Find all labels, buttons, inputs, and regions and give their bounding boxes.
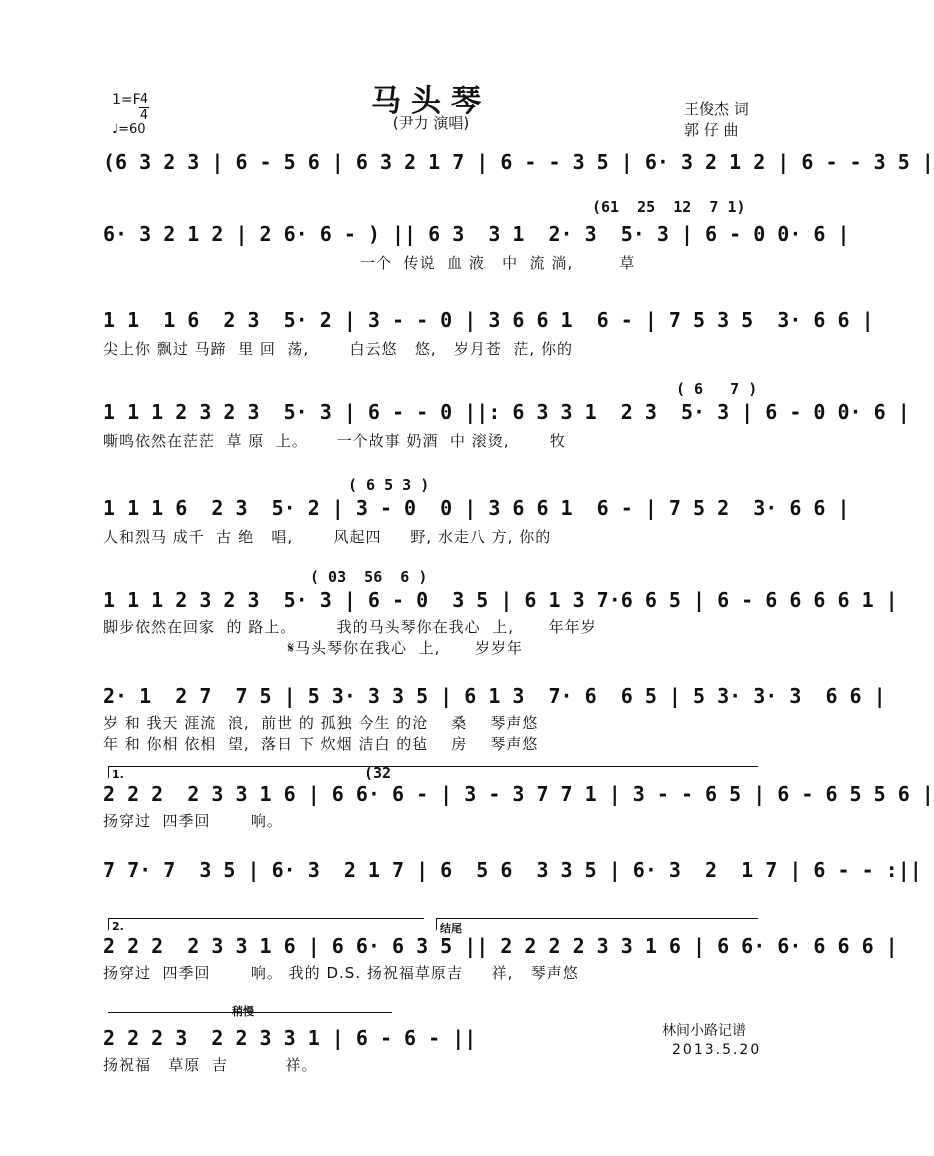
lyricist-credit: 王俊杰 词 [684, 100, 749, 118]
time-signature [139, 92, 149, 123]
score-line-9-notes: 7 7· 7 3 5 | 6· 3 2 1 7 | 6 5 6 3 3 5 | 6· 3 2 1 7 | 6 - - :|| [103, 858, 922, 882]
key-signature: 1=F [112, 92, 141, 108]
score-line-4-lyrics: 嘶鸣依然在茫茫 草 原 上。 一个故事 奶酒 中 滚烫, 牧 [103, 432, 566, 450]
score-line-2-lyrics: 一个 传说 血 液 中 流 淌, 草 [360, 254, 636, 272]
second-ending-label: 2. [112, 920, 124, 933]
score-line-8-lyrics: 扬穿过 四季回 响。 [103, 812, 283, 830]
score-line-3-notes: 1 1 1 6 2 3 5· 2 | 3 - - 0 | 3 6 6 1 6 - | 7 5 3 5 3· 6 6 | [103, 308, 874, 332]
first-ending-bracket [108, 766, 758, 767]
score-line-10-lyrics: 扬穿过 四季回 响。 我的 D.S. 扬祝福草原吉 祥, 琴声悠 [103, 964, 579, 982]
singer-credit: (尹力 演唱) [392, 114, 470, 132]
transcriber-credit: 林间小路记谱 [662, 1023, 746, 1039]
coda-bracket-tick [436, 918, 437, 930]
score-line-5-lyrics: 人和烈马 成千 古 绝 唱, 风起四 野, 水走八 方, 你的 [103, 528, 552, 546]
score-line-6-lyrics-verse-2: 𝄋马头琴你在我心 上, 岁岁年 [103, 639, 523, 657]
second-ending-bracket [108, 918, 424, 919]
score-line-4-notes: 1 1 1 2 3 2 3 5· 3 | 6 - - 0 ||: 6 3 3 1 2 3 5· 3 | 6 - 0 0· 6 | [103, 400, 910, 424]
score-line-6-notes: 1 1 1 2 3 2 3 5· 3 | 6 - 0 3 5 | 6 1 3 7·6 6 5 | 6 - 6 6 6 6 1 | [103, 588, 898, 612]
tempo-mark-slower: 稍慢 [232, 1005, 254, 1018]
score-line-2-above: (61 25 12 7 1) [592, 198, 746, 216]
score-line-6-lyrics: 脚步依然在回家 的 路上。 我的马头琴你在我心 上, 年年岁 [103, 618, 597, 636]
score-line-5-notes: 1 1 1 6 2 3 5· 2 | 3 - 0 0 | 3 6 6 1 6 - | 7 5 2 3· 6 6 | [103, 496, 850, 520]
score-line-11-lyrics: 扬祝福 草原 吉 祥。 [103, 1056, 318, 1074]
score-line-4-above: ( 6 7 ) [676, 380, 758, 398]
score-line-8-notes: 2 2 2 2 3 3 1 6 | 6 6· 6 - | 3 - 3 7 7 1 | 3 - - 6 5 | 6 - 6 5 5 6 | [103, 782, 934, 806]
score-line-6-above: ( 03 56 6 ) [310, 568, 428, 586]
score-line-5-above: ( 6 5 3 ) [348, 476, 430, 494]
score-line-7-lyrics: 岁 和 我天 涯流 浪, 前世 的 孤独 今生 的沧 桑 琴声悠 [103, 714, 539, 732]
first-ending-bracket-tick [108, 766, 109, 778]
score-line-2-notes: 6· 3 2 1 2 | 2 6· 6 - ) || 6 3 3 1 2· 3 5· 3 | 6 - 0 0· 6 | [103, 222, 850, 246]
coda-label: 结尾 [440, 922, 462, 935]
transcription-date: 2013.5.20 [672, 1042, 762, 1058]
second-ending-bracket-tick [108, 918, 109, 930]
score-line-11-notes: 2 2 2 3 2 2 3 3 1 | 6 - 6 - || [103, 1026, 477, 1050]
score-line-7-notes: 2· 1 2 7 7 5 | 5 3· 3 3 5 | 6 1 3 7· 6 6 5 | 5 3· 3· 3 6 6 | [103, 684, 886, 708]
time-signature-bottom: 4 [139, 108, 149, 123]
score-line-10-notes: 2 2 2 2 3 3 1 6 | 6 6· 6 3 5 || 2 2 2 2 3 3 1 6 | 6 6· 6· 6 6 6 | [103, 934, 898, 958]
coda-bracket [436, 918, 758, 919]
first-ending-label: 1. [112, 768, 124, 781]
score-line-7-lyrics-verse-2: 年 和 你相 依相 望, 落日 下 炊烟 洁白 的毡 房 琴声悠 [103, 735, 539, 753]
time-signature-top: 4 [139, 92, 149, 107]
score-line-3-lyrics: 尖上你 飘过 马蹄 里 回 荡, 白云悠 悠, 岁月苍 茫, 你的 [103, 340, 573, 358]
song-title: 马头琴 [371, 84, 491, 119]
score-line-8-above: (32 [364, 764, 392, 782]
composer-credit: 郭 仔 曲 [684, 121, 739, 139]
score-line-1-notes: (6 3 2 3 | 6 - 5 6 | 6 3 2 1 7 | 6 - - 3 5 | 6· 3 2 1 2 | 6 - - 3 5 | [103, 150, 934, 174]
tempo-marking: ♩=60 [112, 122, 146, 137]
